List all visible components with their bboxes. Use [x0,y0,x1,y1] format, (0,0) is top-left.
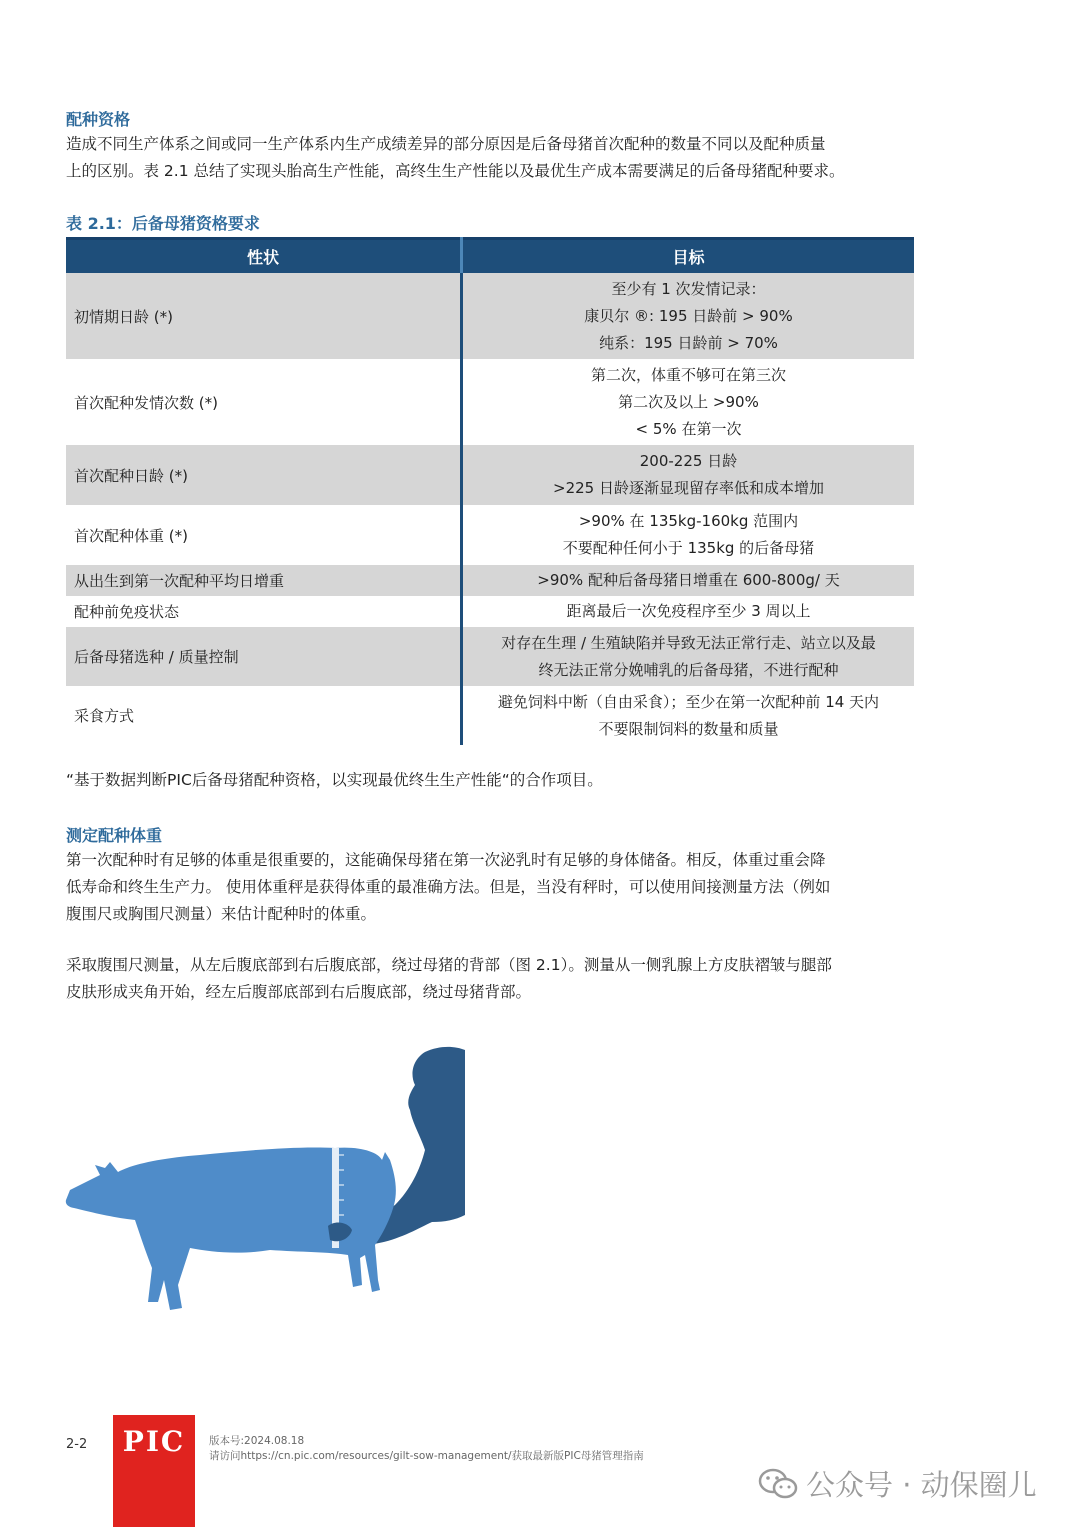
table-row [66,359,914,445]
table-header-row [66,239,914,274]
table-caption: 表 2.1：后备母猪资格要求 [66,214,260,233]
target-line: 避免饲料中断（自由采食）；至少在第一次配种前 14 天内 [497,692,880,711]
row-trait: 首次配种体重 (*) [66,505,462,565]
para-line: 腹围尺或胸围尺测量）来估计配种时的体重。 [66,905,377,923]
row-target [462,445,915,505]
table-row [66,596,914,627]
row-trait: 首次配种日龄 (*) [66,445,462,505]
requirements-table [66,237,914,745]
wechat-icon [758,1468,798,1500]
version-label: 版本号:2024.08.18 [209,1435,305,1447]
row-trait: 采食方式 [66,686,462,745]
target-line: >90% 在 135kg-160kg 范围内 [578,512,799,530]
para-line: 采取腹围尺测量，从左后腹底部到右后腹底部，绕过母猪的背部（图 2.1）。测量从一侧乳腺上方皮肤褶皱与腿部 [66,956,832,974]
table-row [66,505,914,565]
row-trait: 从出生到第一次配种平均日增重 [66,565,462,596]
para-line: 皮肤形成夹角开始，经左后腹部底部到右后腹底部，绕过母猪背部。 [66,983,532,1001]
target-line: >225 日龄逐渐显现留存率低和成本增加 [553,479,824,497]
table-row [66,273,914,359]
pic-logo [113,1415,195,1527]
watermark-text: 公众号 · 动保圈儿 [806,1468,1037,1502]
row-target [462,596,915,627]
watermark [758,1463,1037,1504]
target-line: 不要配种任何小于 135kg 的后备母猪 [562,539,815,557]
row-target [462,273,915,359]
row-target [462,359,915,445]
target-line: 第二次，体重不够可在第三次 [590,365,786,384]
weight-paragraph-1 [66,847,926,928]
section-title-measure-weight: 测定配种体重 [66,826,163,845]
row-target [462,505,915,565]
target-line: 康贝尔 ®: 195 日龄前 > 90% [584,306,793,325]
target-line: 不要限制饲料的数量和质量 [598,719,779,738]
target-line: 对存在生理 / 生殖缺陷并导致无法正常行走、站立以及最 [501,633,876,652]
row-trait: 后备母猪选种 / 质量控制 [66,627,462,686]
table-row [66,686,914,745]
pig-measurement-illustration [60,1040,480,1320]
row-trait: 初情期日龄 (*) [66,273,462,359]
target-line: >90% 配种后备母猪日增重在 600-800g/ 天 [537,571,840,589]
header-target: 目标 [462,239,915,274]
para-line: 第一次配种时有足够的体重是很重要的，这能确保母猪在第一次泌乳时有足够的身体储备。相反，体重过重会降 [66,851,826,869]
table-row [66,627,914,686]
row-target [462,627,915,686]
table-row [66,565,914,596]
target-line: 200-225 日龄 [639,452,738,470]
para-line: 低寿命和终生生产力。 使用体重秤是获得体重的最准确方法。但是，当没有秤时，可以使用间接测量方法（例如 [66,878,831,896]
collaboration-note: “基于数据判断PIC后备母猪配种资格，以实现最优终生生产性能“的合作项目。 [66,771,603,789]
target-line: 距离最后一次免疫程序至少 3 周以上 [566,602,811,620]
visit-link-text: 请访问https://cn.pic.com/resources/gilt-sow-management/获取最新版PIC母猪管理指南 [209,1450,644,1462]
header-trait: 性状 [66,239,462,274]
page-number: 2-2 [66,1437,88,1452]
target-line: 第二次及以上 >90% [618,392,759,411]
target-line: 纯系：195 日龄前 > 70% [599,333,778,352]
target-line: < 5% 在第一次 [635,419,742,438]
row-target [462,565,915,596]
intro-line-1: 造成不同生产体系之间或同一生产体系内生产成绩差异的部分原因是后备母猪首次配种的数量不同以及配种质量 [66,135,826,153]
row-trait: 配种前免疫状态 [66,596,462,627]
footer-info [209,1434,644,1464]
target-line: 至少有 1 次发情记录： [611,279,766,298]
row-target [462,686,915,745]
target-line: 终无法正常分娩哺乳的后备母猪，不进行配种 [538,660,839,679]
section-title-mating-eligibility: 配种资格 [66,110,131,129]
intro-paragraph [66,131,926,185]
row-trait: 首次配种发情次数 (*) [66,359,462,445]
table-row [66,445,914,505]
intro-line-2: 上的区别。表 2.1 总结了实现头胎高生产性能，高终生生产性能以及最优生产成本需要满足的后备母猪配种要求。 [66,162,845,180]
logo-text: PIC [122,1425,186,1458]
weight-paragraph-2 [66,952,926,1006]
